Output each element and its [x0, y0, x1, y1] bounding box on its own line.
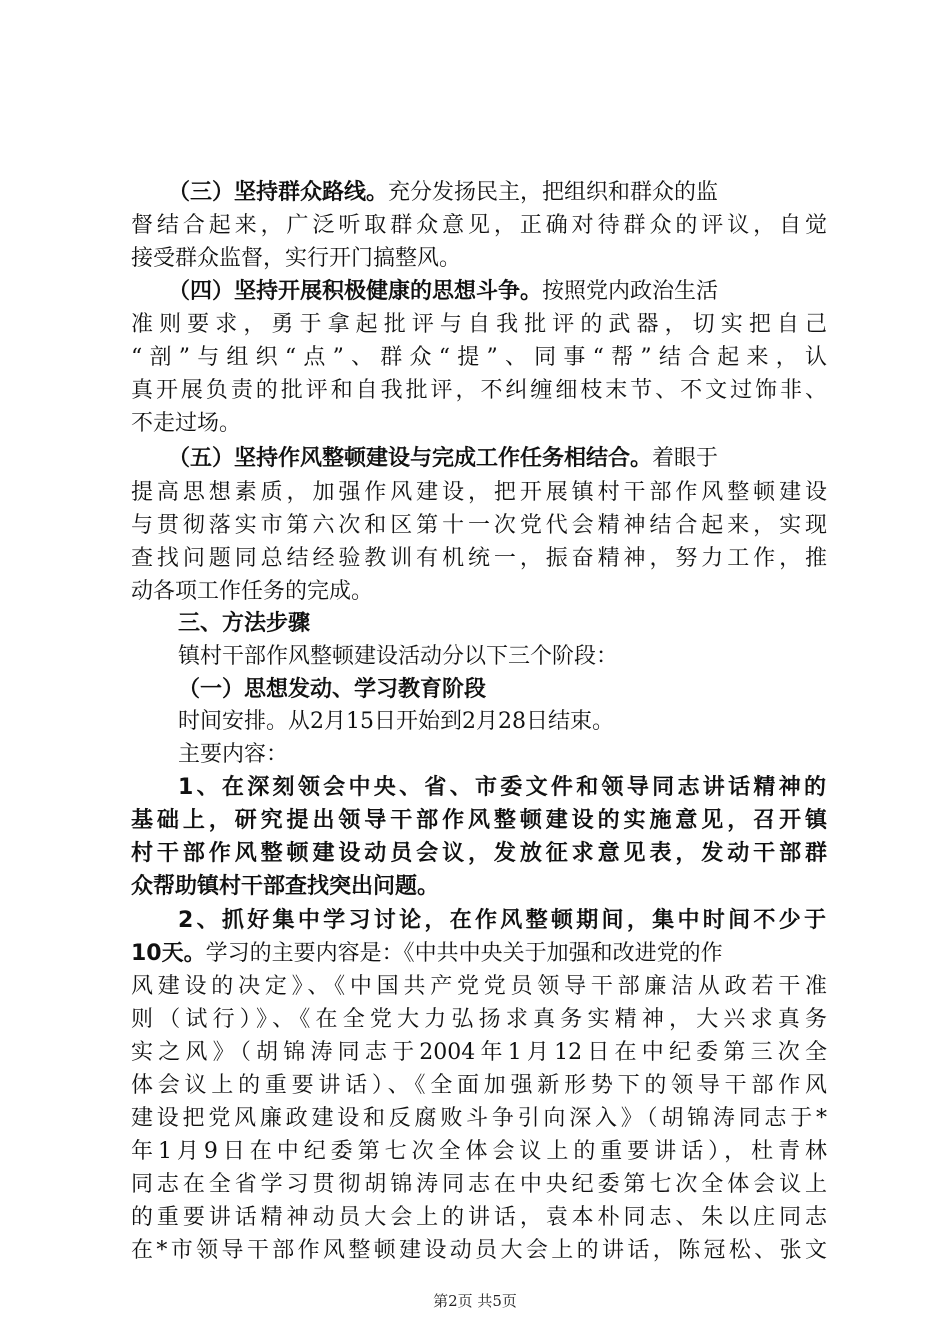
page-number-footer: 第2页 共5页 [433, 1292, 517, 1310]
para-5-line-3: 与贯彻落实市第六次和区第十一次党代会精神结合起来，实现 [131, 513, 827, 538]
para-5-heading: （五）坚持作风整顿建设与完成工作任务相结合。 [168, 446, 653, 471]
item-1-line-2: 基础上，研究提出领导干部作风整顿建设的实施意见，召开镇 [131, 808, 827, 833]
para-4-line-5: 不走过场。 [131, 411, 242, 436]
para-4-line-1 [168, 277, 718, 307]
item-2-line-4: 则（试行）》、《在全党大力弘扬求真务实精神，大兴求真务 [131, 1007, 827, 1032]
stage-1-title: （一）思想发动、学习教育阶段 [178, 677, 487, 702]
item-2-duration: 10天。 [131, 941, 206, 966]
item-1-line-3: 村干部作风整顿建设动员会议，发放征求意见表，发动干部群 [131, 841, 827, 866]
para-4-line-4: 真开展负责的批评和自我批评，不纠缠细枝末节、不文过饰非、 [131, 378, 827, 403]
main-content-label: 主要内容： [178, 742, 289, 767]
para-3-heading: （三）坚持群众路线。 [168, 180, 389, 205]
para-5-line-5: 动各项工作任务的完成。 [131, 579, 374, 604]
item-2-line-6: 体会议上的重要讲话）、《全面加强新形势下的领导干部作风 [131, 1073, 827, 1098]
para-5-line-4: 查找问题同总结经验教训有机统一，振奋精神，努力工作，推 [131, 546, 827, 571]
item-2-line-7: 建设把党风廉政建设和反腐败斗争引向深入》（胡锦涛同志于* [131, 1106, 827, 1131]
item-1-line-1: 1、在深刻领会中央、省、市委文件和领导同志讲话精神的 [178, 775, 826, 800]
para-3-line-1 [168, 178, 718, 208]
para-4-text: 按照党内政治生活 [542, 279, 719, 304]
section-3-title: 三、方法步骤 [178, 611, 311, 636]
item-2-line-2 [131, 939, 723, 969]
para-4-line-2: 准则要求，勇于拿起批评与自我批评的武器，切实把自己 [131, 312, 827, 337]
item-2-line-8: 年1月9日在中纪委第七次全体会议上的重要讲话），杜青林 [131, 1139, 827, 1164]
para-3-text: 充分发扬民主，把组织和群众的监 [388, 180, 719, 205]
para-3-line-2: 督结合起来，广泛听取群众意见，正确对待群众的评议，自觉 [131, 213, 827, 238]
para-4-line-3: “剖”与组织“点”、群众“提”、同事“帮”结合起来，认 [131, 345, 827, 370]
item-2-line-3: 风建设的决定》、《中国共产党党员领导干部廉洁从政若干准 [131, 974, 827, 999]
para-4-heading: （四）坚持开展积极健康的思想斗争。 [168, 279, 543, 304]
item-2-line-10: 的重要讲话精神动员大会上的讲话，袁本朴同志、朱以庄同志 [131, 1205, 827, 1230]
stages-intro: 镇村干部作风整顿建设活动分以下三个阶段： [178, 644, 619, 669]
para-5-line-1 [168, 444, 718, 474]
item-2-line-9: 同志在全省学习贯彻胡锦涛同志在中央纪委第七次全体会议上 [131, 1172, 827, 1197]
para-5-text: 着眼于 [652, 446, 719, 471]
item-2-study-intro: 学习的主要内容是：《中共中央关于加强和改进党的作 [205, 941, 723, 966]
item-2-line-5: 实之风》（胡锦涛同志于2004年1月12日在中纪委第三次全 [131, 1040, 827, 1065]
para-5-line-2: 提高思想素质，加强作风建设，把开展镇村干部作风整顿建设 [131, 480, 827, 505]
item-2-line-11: 在*市领导干部作风整顿建设动员大会上的讲话，陈冠松、张文 [131, 1238, 827, 1263]
item-2-line-1: 2、抓好集中学习讨论，在作风整顿期间，集中时间不少于 [178, 908, 826, 933]
time-arrangement: 时间安排。从2月15日开始到2月28日结束。 [178, 709, 614, 734]
para-3-line-3: 接受群众监督，实行开门搞整风。 [131, 246, 462, 271]
item-1-line-4: 众帮助镇村干部查找突出问题。 [131, 874, 440, 899]
